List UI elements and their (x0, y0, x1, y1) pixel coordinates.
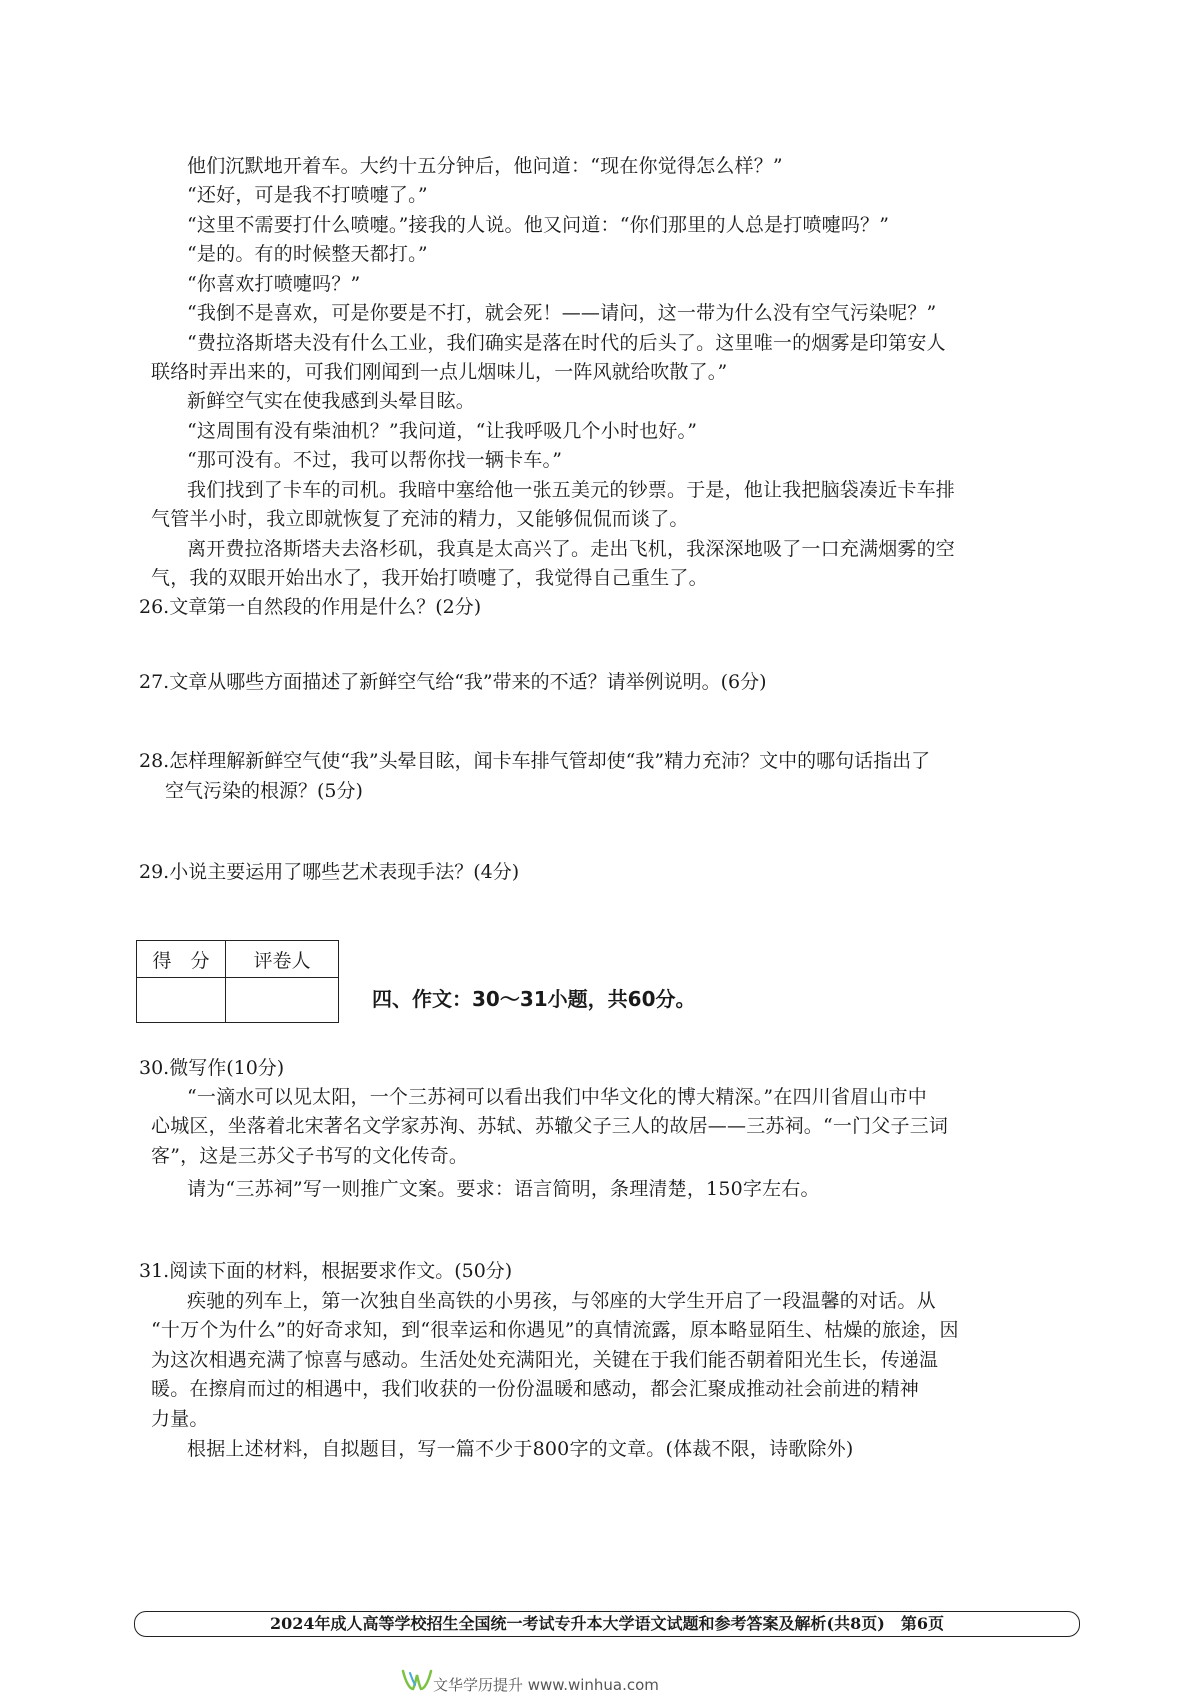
story-line: 联络时弄出来的，可我们刚闻到一点儿烟味儿，一阵风就给吹散了。” (151, 361, 728, 383)
q30-line: 心城区，坐落着北宋著名文学家苏洵、苏轼、苏辙父子三人的故居——三苏祠。“一门父子三词 (151, 1115, 949, 1137)
story-line: “那可没有。不过，我可以帮你找一辆卡车。” (187, 449, 563, 471)
question-30-title: 30.微写作(10分) (139, 1057, 285, 1079)
story-line: “这里不需要打什么喷嚏。”接我的人说。他又问道：“你们那里的人总是打喷嚏吗？” (187, 214, 890, 236)
score-cell (137, 978, 226, 1023)
question-27: 27.文章从哪些方面描述了新鲜空气给“我”带来的不适？请举例说明。(6分) (139, 671, 767, 693)
page-footer (134, 1611, 1080, 1637)
q30-line: 请为“三苏祠”写一则推广文案。要求：语言简明，条理清楚，150字左右。 (187, 1178, 820, 1200)
story-line: 他们沉默地开着车。大约十五分钟后，他问道：“现在你觉得怎么样？” (187, 155, 783, 177)
question-29: 29.小说主要运用了哪些艺术表现手法？(4分) (139, 861, 520, 883)
watermark-text: 文华学历提升 www.winhua.com (433, 1676, 659, 1694)
story-line: “我倒不是喜欢，可是你要是不打，就会死！——请问，这一带为什么没有空气污染呢？” (187, 302, 937, 324)
q31-line: 疾驰的列车上，第一次独自坐高铁的小男孩，与邻座的大学生开启了一段温馨的对话。从 (187, 1290, 936, 1312)
q31-line: 暖。在擦肩而过的相遇中，我们收获的一份份温暖和感动，都会汇聚成推动社会前进的精神 (151, 1378, 920, 1400)
footer-text: 2024年成人高等学校招生全国统一考试专升本大学语文试题和参考答案及解析(共8页) 第6页 (270, 1614, 944, 1633)
score-table (136, 940, 339, 1023)
q30-line: 客”，这是三苏父子书写的文化传奇。 (151, 1145, 469, 1167)
q30-line: “一滴水可以见太阳，一个三苏祠可以看出我们中华文化的博大精深。”在四川省眉山市中 (187, 1086, 927, 1108)
story-line: 离开费拉洛斯塔夫去洛杉矶，我真是太高兴了。走出飞机，我深深地吸了一口充满烟雾的空 (187, 538, 956, 560)
story-line: 我们找到了卡车的司机。我暗中塞给他一张五美元的钞票。于是，他让我把脑袋凑近卡车排 (187, 479, 956, 501)
q31-line: 力量。 (151, 1408, 209, 1430)
question-28: 28.怎样理解新鲜空气使“我”头晕目眩，闻卡车排气管却使“我”精力充沛？文中的哪句话指出了 (139, 750, 931, 772)
question-26: 26.文章第一自然段的作用是什么？(2分) (139, 596, 482, 618)
score-label: 得 分 (137, 941, 226, 978)
story-line: “这周围有没有柴油机？”我问道，“让我呼吸几个小时也好。” (187, 420, 698, 442)
q31-line: “十万个为什么”的好奇求知，到“很幸运和你遇见”的真情流露，原本略显陌生、枯燥的旅途，因 (151, 1319, 959, 1341)
winhua-logo-icon (400, 1665, 434, 1693)
story-line: “还好，可是我不打喷嚏了。” (187, 184, 428, 206)
story-line: 气管半小时，我立即就恢复了充沛的精力，又能够侃侃而谈了。 (151, 508, 689, 530)
question-28-cont: 空气污染的根源？(5分) (165, 780, 363, 802)
story-line: “你喜欢打喷嚏吗？” (187, 273, 361, 295)
question-31-title: 31.阅读下面的材料，根据要求作文。(50分) (139, 1260, 513, 1282)
q31-line: 根据上述材料，自拟题目，写一篇不少于800字的文章。(体裁不限，诗歌除外) (187, 1438, 854, 1460)
grader-cell (226, 978, 339, 1023)
grader-label: 评卷人 (226, 941, 339, 978)
story-line: “是的。有的时候整天都打。” (187, 243, 428, 265)
story-line: 气，我的双眼开始出水了，我开始打喷嚏了，我觉得自己重生了。 (151, 567, 708, 589)
section-title: 四、作文：30～31小题，共60分。 (372, 987, 696, 1011)
q31-line: 为这次相遇充满了惊喜与感动。生活处处充满阳光，关键在于我们能否朝着阳光生长，传递温 (151, 1349, 939, 1371)
story-line: “费拉洛斯塔夫没有什么工业，我们确实是落在时代的后头了。这里唯一的烟雾是印第安人 (187, 332, 946, 354)
story-line: 新鲜空气实在使我感到头晕目眩。 (187, 390, 476, 412)
